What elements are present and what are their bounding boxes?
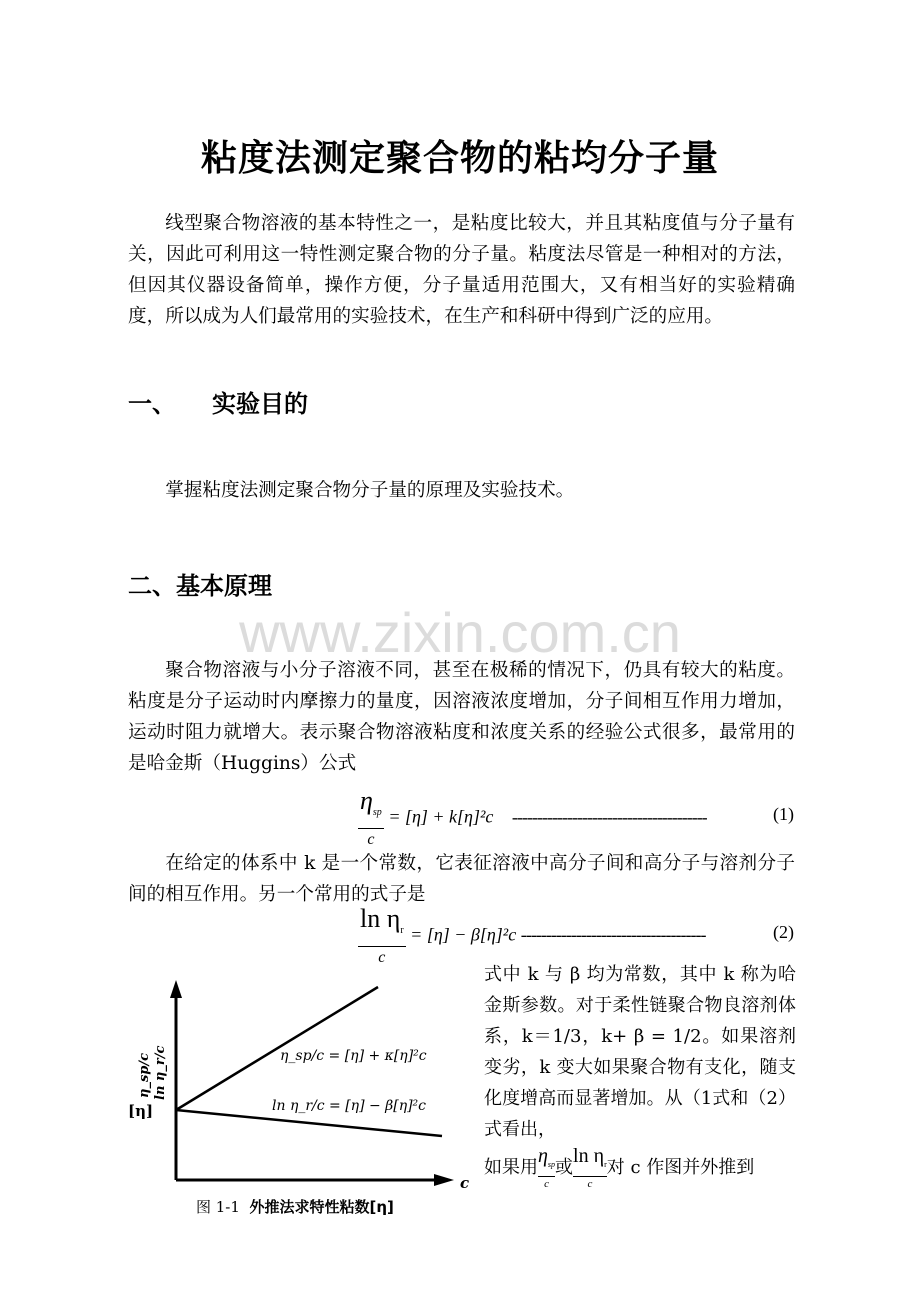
eq2-label: (2) xyxy=(773,922,794,942)
line2-label: ln η_r/c = [η] − β[η]²c xyxy=(272,1098,427,1114)
eq1-rhs: = [η] + k[η]²c xyxy=(388,806,494,827)
eq2-sub: r xyxy=(400,925,404,937)
eq2-numerator: ln η xyxy=(360,904,401,933)
document-title: 粘度法测定聚合物的粘均分子量 xyxy=(200,138,719,179)
f2-num: ln η xyxy=(573,1145,605,1167)
section-1-heading xyxy=(128,384,308,419)
figure-caption xyxy=(196,1196,394,1217)
eq1-label: (1) xyxy=(773,804,794,824)
eq2-rhs: = [η] − β[η]²c xyxy=(410,924,517,945)
eq2-dashes: ------------------------------------- xyxy=(520,924,706,945)
section-1-text: 掌握粘度法测定聚合物分子量的原理及实验技术。 xyxy=(165,480,575,501)
equation-1 xyxy=(358,786,798,851)
section-1-number: 一、 xyxy=(128,390,176,418)
f1-den: c xyxy=(544,1178,549,1190)
eq1-numerator: η xyxy=(360,786,373,815)
inline-fraction-2 xyxy=(573,1145,607,1191)
f2-sub: r xyxy=(604,1160,607,1169)
inline-fraction-1 xyxy=(538,1145,555,1191)
f1-num: η xyxy=(538,1145,548,1167)
section-2-paragraph-2: 在给定的体系中 k 是一个常数，它表征溶液中高分子间和高分子与溶剂分子间的相互作用。另一个常用的式子是 xyxy=(128,853,795,905)
intercept-label: [η] xyxy=(128,1102,154,1120)
eq1-sub: sp xyxy=(372,807,382,819)
f1-sub: sp xyxy=(547,1160,556,1169)
f2-den: c xyxy=(587,1178,593,1190)
side-text xyxy=(484,959,796,1191)
eq1-denominator: c xyxy=(367,831,375,849)
y-label-bottom: ln η_r/c xyxy=(153,1045,168,1100)
eq2-fraction xyxy=(358,904,406,969)
eq1-fraction xyxy=(358,786,384,851)
side-paragraph: 式中 k 与 β 均为常数，其中 k 称为哈金斯参数。对于柔性链聚合物良溶剂体系，k＝1/3，k+ β = 1/2。如果溶剂变劣，k 变大如果聚合物有支化，随支化度增高而显著增加。从（1式和（2）式看出， xyxy=(484,964,796,1140)
section-2-paragraph-1: 聚合物溶液与小分子溶液不同，甚至在极稀的情况下，仍具有较大的粘度。粘度是分子运动时内摩擦力的量度，因溶液浓度增加，分子间相互作用力增加，运动时阻力就增大。表示聚合物溶液粘度和浓度关系的经验公式很多，最常用的是哈金斯（Huggins）公式 xyxy=(128,660,795,774)
side-tail-pre: 如果用 xyxy=(484,1157,538,1178)
section-2-heading: 二、基本原理 xyxy=(128,572,272,600)
x-axis-arrow xyxy=(434,1174,454,1186)
y-label-top: η_sp/c xyxy=(137,1052,152,1098)
line1-label: η_sp/c = [η] + κ[η]²c xyxy=(280,1048,427,1064)
y-axis-arrow xyxy=(170,980,182,998)
watermark: www.zixin.com.cn xyxy=(239,601,681,664)
side-tail-post: 对 c 作图并外推到 xyxy=(606,1157,755,1178)
caption-number: 图 1-1 xyxy=(196,1198,240,1216)
caption-text: 外推法求特性粘数[η] xyxy=(249,1198,394,1216)
section-1-title: 实验目的 xyxy=(212,390,308,418)
intro-paragraph: 线型聚合物溶液的基本特性之一，是粘度比较大，并且其粘度值与分子量有关，因此可利用这一特性测定聚合物的分子量。粘度法尽管是一种相对的方法，但因其仪器设备简单，操作方便，分子量适用范围大，又有相当好的实验精确度，所以成为人们最常用的实验技术，在生产和科研中得到广泛的应用。 xyxy=(128,213,795,327)
eq1-dashes: --------------------------------------- xyxy=(511,806,707,827)
extrapolation-figure xyxy=(120,970,470,1190)
eq2-denominator: c xyxy=(378,949,386,967)
x-label: c xyxy=(460,1174,470,1190)
side-tail-or: 或 xyxy=(555,1157,574,1178)
